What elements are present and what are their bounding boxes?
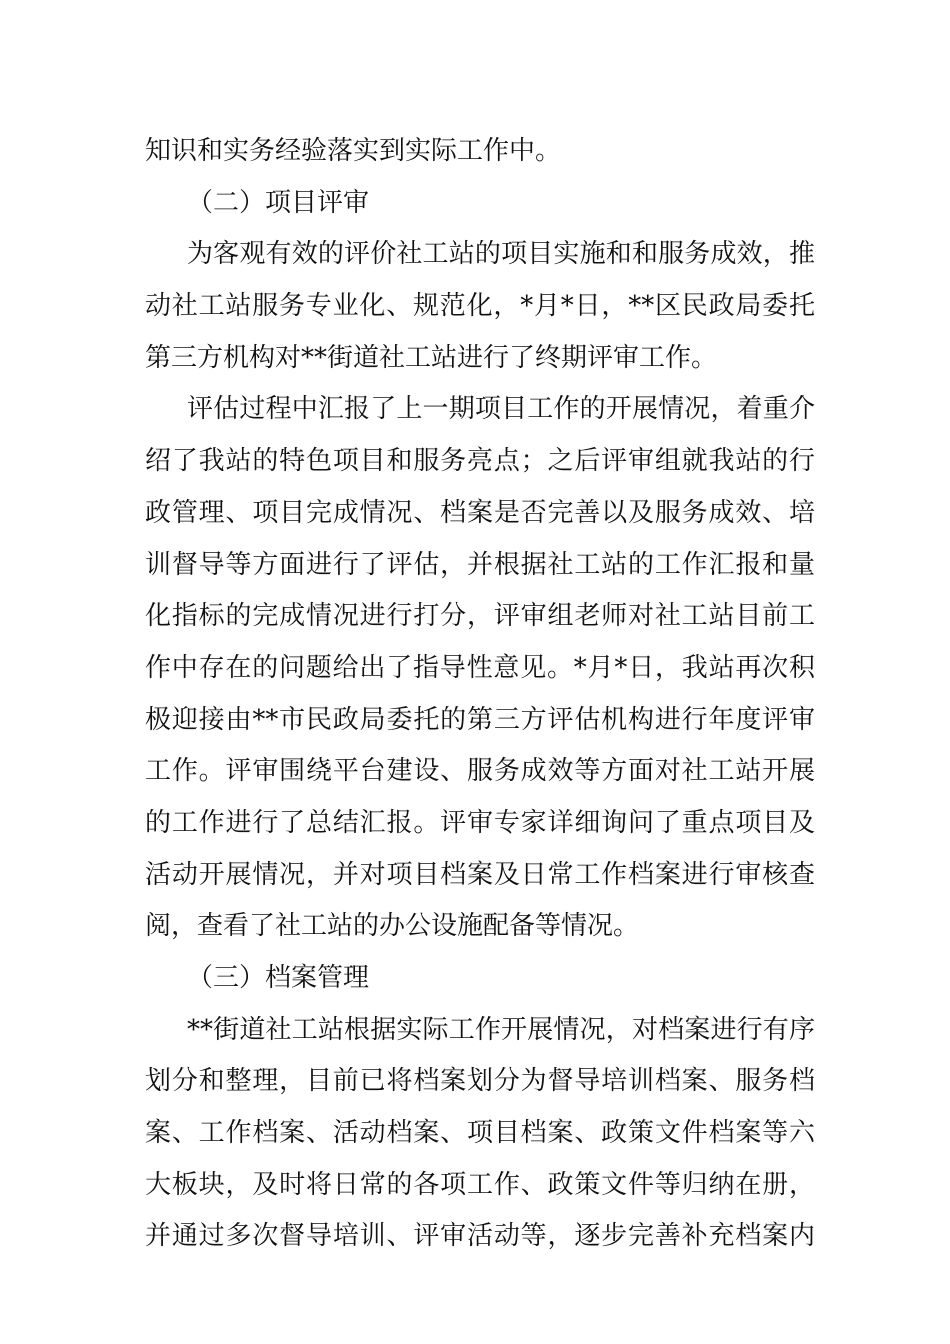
paragraph-line: 动社工站服务专业化、规范化，*月*日，**区民政局委托 — [145, 291, 815, 322]
paragraph-line: 政管理、项目完成情况、档案是否完善以及服务成效、培 — [145, 497, 815, 528]
paragraph-line: 的工作进行了总结汇报。评审专家详细询问了重点项目及 — [145, 807, 815, 838]
paragraph-line: 大板块，及时将日常的各项工作、政策文件等归纳在册， — [145, 1169, 815, 1200]
paragraph-line: 划分和整理，目前已将档案划分为督导培训档案、服务档 — [145, 1066, 815, 1097]
paragraph-line: 工作。评审围绕平台建设、服务成效等方面对社工站开展 — [145, 756, 815, 787]
paragraph-line: 训督导等方面进行了评估，并根据社工站的工作汇报和量 — [145, 549, 815, 580]
paragraph-line: 化指标的完成情况进行打分，评审组老师对社工站目前工 — [145, 601, 815, 632]
paragraph-line: **街道社工站根据实际工作开展情况，对档案进行有序 — [187, 1014, 815, 1045]
paragraph-line: 作中存在的问题给出了指导性意见。*月*日，我站再次积 — [145, 652, 815, 683]
paragraph-line: 第三方机构对**街道社工站进行了终期评审工作。 — [145, 342, 718, 373]
paragraph-line: 为客观有效的评价社工站的项目实施和和服务成效，推 — [187, 239, 815, 270]
paragraph-line: 知识和实务经验落实到实际工作中。 — [145, 136, 562, 166]
paragraph-line: 活动开展情况，并对项目档案及日常工作档案进行审核查 — [145, 859, 815, 890]
section-heading-archive-management: （三）档案管理 — [187, 963, 370, 993]
document-body — [145, 126, 815, 1263]
section-heading-project-review: （二）项目评审 — [187, 187, 370, 218]
paragraph-line: 评估过程中汇报了上一期项目工作的开展情况，着重介 — [187, 394, 815, 425]
paragraph-line: 阅，查看了社工站的办公设施配备等情况。 — [145, 911, 640, 942]
paragraph-line: 案、工作档案、活动档案、项目档案、政策文件档案等六 — [145, 1118, 815, 1149]
paragraph-line: 绍了我站的特色项目和服务亮点；之后评审组就我站的行 — [145, 446, 815, 477]
paragraph-line: 并通过多次督导培训、评审活动等，逐步完善补充档案内 — [145, 1221, 815, 1252]
paragraph-line: 极迎接由**市民政局委托的第三方评估机构进行年度评审 — [145, 704, 815, 735]
